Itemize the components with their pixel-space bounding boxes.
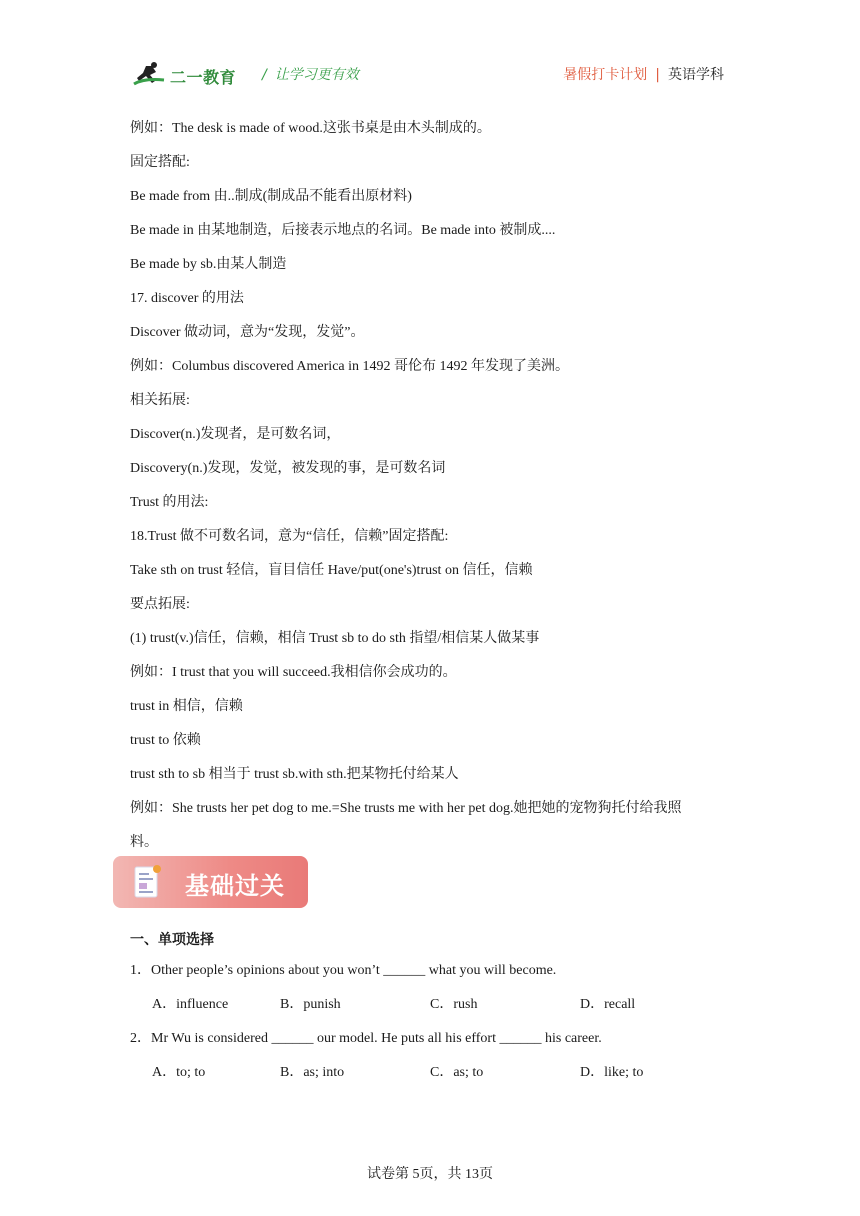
text-line: Discover(n.)发现者，是可数名词， xyxy=(130,427,341,442)
runner-logo-icon xyxy=(132,62,168,90)
text-line: Be made by sb.由某人制造 xyxy=(130,257,287,272)
plan-label: 暑假打卡计划 xyxy=(563,67,648,83)
text-line: Be made in 由某地制造，后接表示地点的名词。Be made into 被制成.... xyxy=(130,223,556,238)
text-line: Discover 做动词，意为“发现，发觉”。 xyxy=(130,325,365,340)
text-line: 要点拓展: xyxy=(130,597,190,612)
section-heading-discover: 17. discover 的用法 xyxy=(130,291,244,306)
question-2-option-a: A．to; to xyxy=(152,1065,206,1080)
content-lines xyxy=(130,112,740,860)
subject-label: 英语学科 xyxy=(668,67,724,83)
text-line: 固定搭配: xyxy=(130,155,190,170)
question-2-option-b: B．as; into xyxy=(280,1065,345,1080)
question-2-option-c: C．as; to xyxy=(430,1065,484,1080)
text-line: Discovery(n.)发现，发觉，被发现的事，是可数名词 xyxy=(130,461,446,476)
question-1-option-d: D．recall xyxy=(580,997,636,1012)
text-line: Take sth on trust 轻信，盲目信任 Have/put(one's)trust on 信任，信赖 xyxy=(130,563,533,578)
section-badge xyxy=(113,856,308,908)
question-1-option-a: A．influence xyxy=(152,997,229,1012)
text-line: trust in 相信，信赖 xyxy=(130,699,243,714)
question-2-option-d: D．like; to xyxy=(580,1065,644,1080)
badge-label: 基础过关 xyxy=(185,872,285,900)
question-1-option-c: C．rush xyxy=(430,997,478,1012)
text-line: trust to 依赖 xyxy=(130,733,201,748)
text-line: (1) trust(v.)信任，信赖，相信 Trust sb to do sth 指望/相信某人做某事 xyxy=(130,631,540,646)
logo-text: 二一教育 xyxy=(170,68,237,87)
text-line: Trust 的用法: xyxy=(130,495,209,510)
document-icon xyxy=(133,863,163,901)
header-separator: | xyxy=(655,67,660,83)
text-line: 相关拓展: xyxy=(130,393,190,408)
logo xyxy=(132,62,250,90)
text-line: 例如：The desk is made of wood.这张书桌是由木头制成的。 xyxy=(130,121,491,136)
text-line: 例如：She trusts her pet dog to me.=She trusts me with her pet dog.她把她的宠物狗托付给我照 xyxy=(130,801,682,816)
text-line: 例如：Columbus discovered America in 1492 哥伦布 1492 年发现了美洲。 xyxy=(130,359,570,374)
slogan: / 让学习更有效 xyxy=(262,67,359,83)
text-line: 例如：I trust that you will succeed.我相信你会成功的。 xyxy=(130,665,457,680)
page-header xyxy=(132,58,732,94)
header-right xyxy=(563,64,724,84)
section-heading-trust: 18.Trust 做不可数名词，意为“信任，信赖”固定搭配: xyxy=(130,529,449,544)
question-2-stem: 2．Mr Wu is considered ______ our model. He puts all his effort ______ his career. xyxy=(130,1031,602,1046)
question-1-option-b: B．punish xyxy=(280,997,341,1012)
question-1-stem: 1．Other people’s opinions about you won’t ______ what you will become. xyxy=(130,963,557,978)
page-footer: 试卷第 5页，共 13页 xyxy=(367,1167,493,1182)
text-line: trust sth to sb 相当于 trust sb.with sth.把某物托付给某人 xyxy=(130,767,459,782)
slogan-text: 让学习更有效 xyxy=(274,67,359,83)
text-line: Be made from 由..制成(制成品不能看出原材料) xyxy=(130,189,412,204)
section-title: 一、单项选择 xyxy=(130,932,214,948)
text-line: 料。 xyxy=(130,835,158,850)
